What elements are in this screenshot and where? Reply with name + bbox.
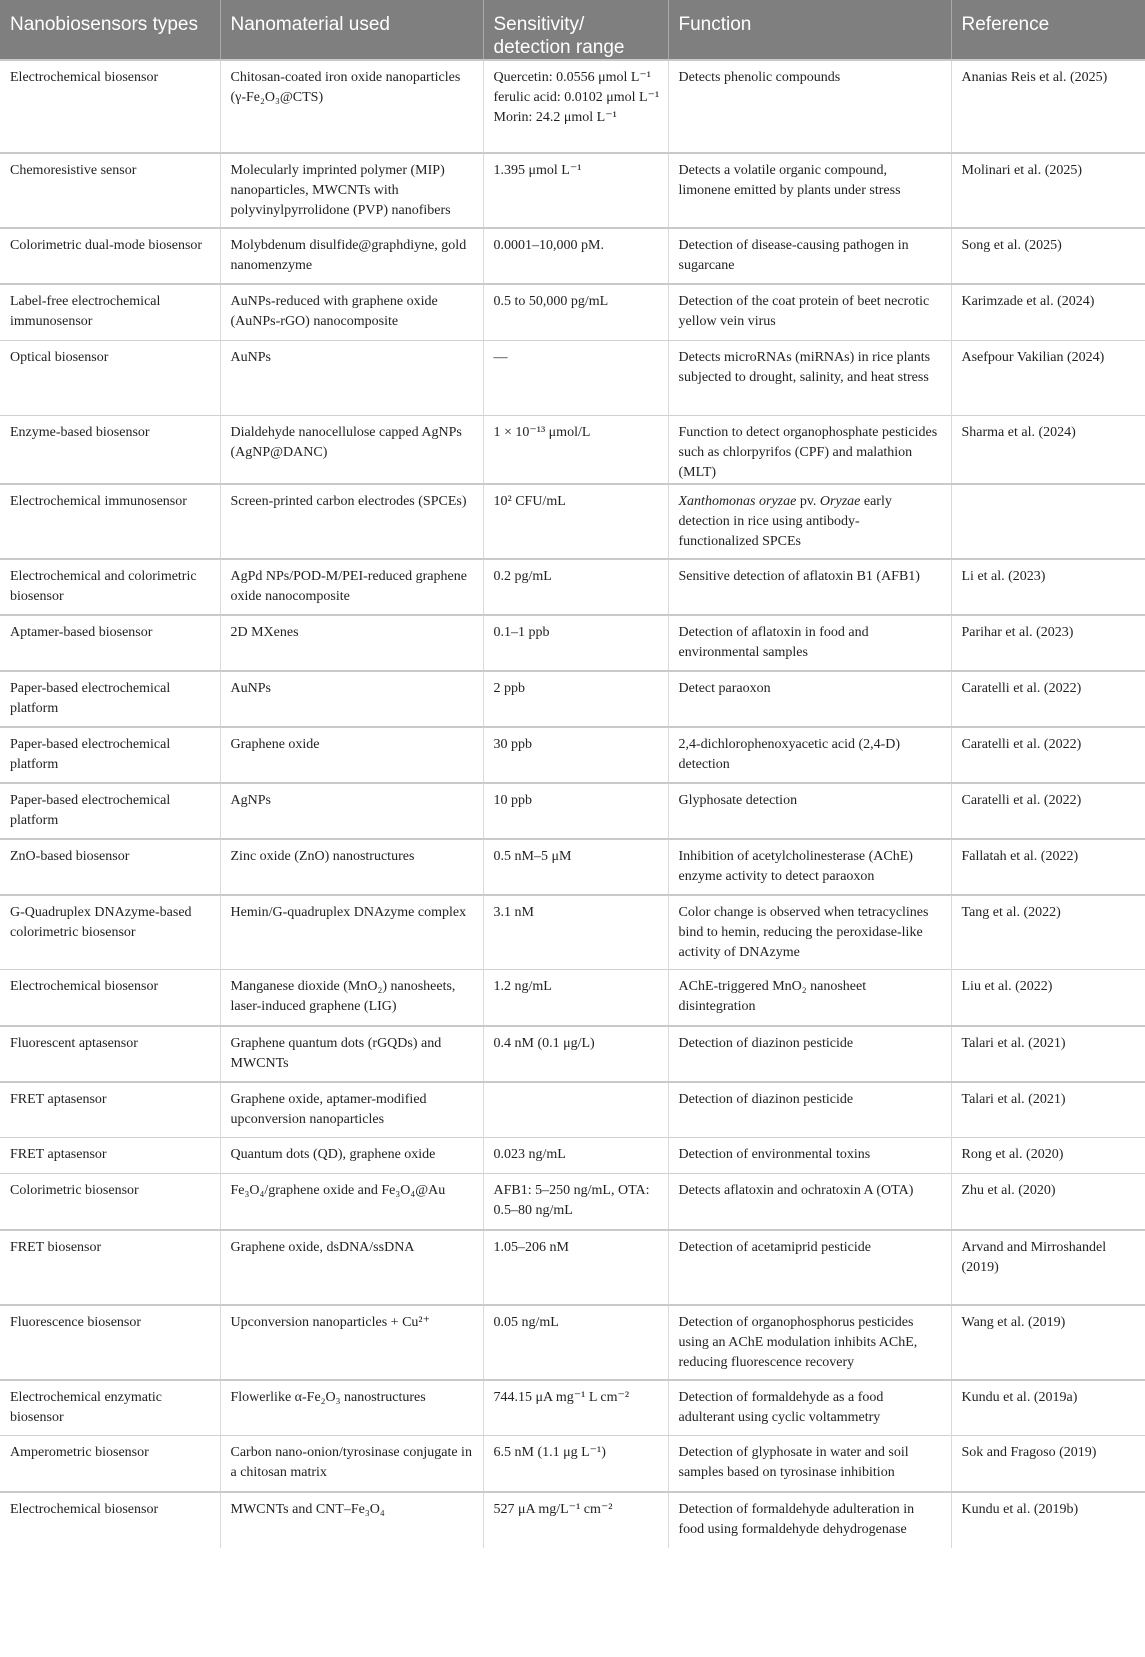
table-row xyxy=(0,1026,1145,1082)
cell-sensitivity: AFB1: 5–250 ng/mL, OTA: 0.5–80 ng/mL xyxy=(483,1174,668,1230)
cell-material: Graphene oxide, aptamer-modified upconversion nanoparticles xyxy=(220,1082,483,1138)
table-row xyxy=(0,415,1145,484)
cell-reference: Ananias Reis et al. (2025) xyxy=(951,60,1145,153)
cell-type: Paper-based electrochemical platform xyxy=(0,671,220,727)
cell-reference: Li et al. (2023) xyxy=(951,559,1145,615)
cell-sensitivity: 1.2 ng/mL xyxy=(483,970,668,1026)
cell-type: Electrochemical enzymatic biosensor xyxy=(0,1380,220,1436)
table-row xyxy=(0,1305,1145,1380)
cell-function: Detection of organophosphorus pesticides using an AChE modulation inhibits AChE, reducing fluorescence recovery xyxy=(668,1305,951,1380)
cell-sensitivity: 10 ppb xyxy=(483,783,668,839)
cell-function: Sensitive detection of aflatoxin B1 (AFB1) xyxy=(668,559,951,615)
cell-material: Carbon nano-onion/tyrosinase conjugate in a chitosan matrix xyxy=(220,1436,483,1492)
cell-reference: Caratelli et al. (2022) xyxy=(951,671,1145,727)
table-row xyxy=(0,284,1145,340)
table-row xyxy=(0,727,1145,783)
cell-function: Function to detect organophosphate pesticides such as chlorpyrifos (CPF) and malathion (MLT) xyxy=(668,415,951,484)
cell-reference: Kundu et al. (2019b) xyxy=(951,1492,1145,1548)
cell-type: Paper-based electrochemical platform xyxy=(0,783,220,839)
cell-function: AChE-triggered MnO₂ nanosheet disintegration xyxy=(668,970,951,1026)
cell-material: Hemin/G-quadruplex DNAzyme complex xyxy=(220,895,483,970)
table-row xyxy=(0,1380,1145,1436)
table-row xyxy=(0,839,1145,895)
cell-sensitivity: 1.05–206 nM xyxy=(483,1230,668,1305)
cell-reference: Talari et al. (2021) xyxy=(951,1082,1145,1138)
cell-function: Glyphosate detection xyxy=(668,783,951,839)
cell-material: 2D MXenes xyxy=(220,615,483,671)
cell-material: Quantum dots (QD), graphene oxide xyxy=(220,1138,483,1174)
cell-material: Chitosan-coated iron oxide nanoparticles (γ-Fe₂O₃@CTS) xyxy=(220,60,483,153)
header-material: Nanomaterial used xyxy=(220,0,483,60)
cell-reference: Kundu et al. (2019a) xyxy=(951,1380,1145,1436)
cell-reference: Talari et al. (2021) xyxy=(951,1026,1145,1082)
table-row xyxy=(0,60,1145,153)
table-row xyxy=(0,783,1145,839)
cell-reference: Rong et al. (2020) xyxy=(951,1138,1145,1174)
cell-type: Electrochemical biosensor xyxy=(0,970,220,1026)
cell-material: AuNPs-reduced with graphene oxide (AuNPs-rGO) nanocomposite xyxy=(220,284,483,340)
cell-type: FRET aptasensor xyxy=(0,1082,220,1138)
cell-sensitivity: 0.023 ng/mL xyxy=(483,1138,668,1174)
cell-function: Detection of acetamiprid pesticide xyxy=(668,1230,951,1305)
cell-reference: Fallatah et al. (2022) xyxy=(951,839,1145,895)
cell-reference: Zhu et al. (2020) xyxy=(951,1174,1145,1230)
table-row xyxy=(0,895,1145,970)
species-name: Xanthomonas oryzae xyxy=(678,493,797,509)
cell-type: Colorimetric dual-mode biosensor xyxy=(0,228,220,284)
cell-material: Flowerlike α-Fe₂O₃ nanostructures xyxy=(220,1380,483,1436)
cell-material: AuNPs xyxy=(220,671,483,727)
cell-function: Detection of diazinon pesticide xyxy=(668,1082,951,1138)
function-text: early detection in rice using antibody-functionalized SPCEs xyxy=(678,493,892,549)
cell-reference: Sok and Fragoso (2019) xyxy=(951,1436,1145,1492)
pathovar-name: Oryzae xyxy=(819,493,861,509)
cell-material: Manganese dioxide (MnO₂) nanosheets, laser-induced graphene (LIG) xyxy=(220,970,483,1026)
cell-material: Graphene oxide xyxy=(220,727,483,783)
cell-sensitivity: 10² CFU/mL xyxy=(483,484,668,559)
cell-type: FRET biosensor xyxy=(0,1230,220,1305)
table-row xyxy=(0,559,1145,615)
cell-type: Aptamer-based biosensor xyxy=(0,615,220,671)
cell-sensitivity: 30 ppb xyxy=(483,727,668,783)
cell-function: Detects microRNAs (miRNAs) in rice plants subjected to drought, salinity, and heat stress xyxy=(668,340,951,415)
cell-material: Screen-printed carbon electrodes (SPCEs) xyxy=(220,484,483,559)
cell-material: Upconversion nanoparticles + Cu²⁺ xyxy=(220,1305,483,1380)
cell-sensitivity: 6.5 nM (1.1 μg L⁻¹) xyxy=(483,1436,668,1492)
cell-sensitivity: 0.5 to 50,000 pg/mL xyxy=(483,284,668,340)
cell-sensitivity: 0.05 ng/mL xyxy=(483,1305,668,1380)
cell-material: Graphene oxide, dsDNA/ssDNA xyxy=(220,1230,483,1305)
cell-material: AgPd NPs/POD-M/PEI-reduced graphene oxide nanocomposite xyxy=(220,559,483,615)
cell-type: Colorimetric biosensor xyxy=(0,1174,220,1230)
cell-type: Paper-based electrochemical platform xyxy=(0,727,220,783)
cell-function: Detection of diazinon pesticide xyxy=(668,1026,951,1082)
cell-material: Molybdenum disulfide@graphdiyne, gold nanomenzyme xyxy=(220,228,483,284)
cell-function xyxy=(668,484,951,559)
cell-type: FRET aptasensor xyxy=(0,1138,220,1174)
cell-reference: Asefpour Vakilian (2024) xyxy=(951,340,1145,415)
cell-sensitivity: 2 ppb xyxy=(483,671,668,727)
cell-function: Detection of formaldehyde as a food adulterant using cyclic voltammetry xyxy=(668,1380,951,1436)
table-row xyxy=(0,671,1145,727)
cell-reference: Molinari et al. (2025) xyxy=(951,153,1145,228)
table-row xyxy=(0,1492,1145,1548)
cell-reference xyxy=(951,484,1145,559)
header-row xyxy=(0,0,1145,60)
cell-type: Chemoresistive sensor xyxy=(0,153,220,228)
cell-material: Graphene quantum dots (rGQDs) and MWCNTs xyxy=(220,1026,483,1082)
cell-type: Label-free electrochemical immunosensor xyxy=(0,284,220,340)
cell-material: Zinc oxide (ZnO) nanostructures xyxy=(220,839,483,895)
pathovar-label: pv. xyxy=(796,493,820,509)
table-header xyxy=(0,0,1145,60)
cell-type: Enzyme-based biosensor xyxy=(0,415,220,484)
cell-type: Electrochemical immunosensor xyxy=(0,484,220,559)
header-type: Nanobiosensors types xyxy=(0,0,220,60)
cell-sensitivity: 1 × 10⁻¹³ μmol/L xyxy=(483,415,668,484)
cell-reference: Liu et al. (2022) xyxy=(951,970,1145,1026)
table-row xyxy=(0,1138,1145,1174)
cell-type: G-Quadruplex DNAzyme-based colorimetric biosensor xyxy=(0,895,220,970)
table-row xyxy=(0,1082,1145,1138)
cell-sensitivity: 0.5 nM–5 μM xyxy=(483,839,668,895)
table-body xyxy=(0,60,1145,1548)
cell-sensitivity: 527 μA mg/L⁻¹ cm⁻² xyxy=(483,1492,668,1548)
cell-type: Optical biosensor xyxy=(0,340,220,415)
cell-type: Electrochemical biosensor xyxy=(0,60,220,153)
cell-sensitivity: 0.1–1 ppb xyxy=(483,615,668,671)
cell-sensitivity: 0.2 pg/mL xyxy=(483,559,668,615)
cell-reference: Tang et al. (2022) xyxy=(951,895,1145,970)
cell-type: Electrochemical and colorimetric biosensor xyxy=(0,559,220,615)
table-row xyxy=(0,153,1145,228)
cell-material: Fe₃O₄/graphene oxide and Fe₃O₄@Au xyxy=(220,1174,483,1230)
cell-material: MWCNTs and CNT–Fe₃O₄ xyxy=(220,1492,483,1548)
table-row xyxy=(0,340,1145,415)
cell-sensitivity: 0.0001–10,000 pM. xyxy=(483,228,668,284)
cell-type: ZnO-based biosensor xyxy=(0,839,220,895)
cell-reference: Arvand and Mirroshandel (2019) xyxy=(951,1230,1145,1305)
cell-material: Molecularly imprinted polymer (MIP) nanoparticles, MWCNTs with polyvinylpyrrolidone (PVP) nanofibers xyxy=(220,153,483,228)
cell-function: Detection of aflatoxin in food and environmental samples xyxy=(668,615,951,671)
cell-reference: Caratelli et al. (2022) xyxy=(951,783,1145,839)
cell-reference: Wang et al. (2019) xyxy=(951,1305,1145,1380)
cell-function: Detection of the coat protein of beet necrotic yellow vein virus xyxy=(668,284,951,340)
table-row xyxy=(0,1174,1145,1230)
cell-sensitivity: 744.15 μA mg⁻¹ L cm⁻² xyxy=(483,1380,668,1436)
table-row xyxy=(0,970,1145,1026)
cell-sensitivity: 3.1 nM xyxy=(483,895,668,970)
cell-reference: Karimzade et al. (2024) xyxy=(951,284,1145,340)
cell-function: Detection of glyphosate in water and soil samples based on tyrosinase inhibition xyxy=(668,1436,951,1492)
table-row xyxy=(0,228,1145,284)
cell-function: Detects aflatoxin and ochratoxin A (OTA) xyxy=(668,1174,951,1230)
cell-sensitivity: 0.4 nM (0.1 μg/L) xyxy=(483,1026,668,1082)
cell-function: Detect paraoxon xyxy=(668,671,951,727)
table-row xyxy=(0,1230,1145,1305)
cell-type: Electrochemical biosensor xyxy=(0,1492,220,1548)
cell-function: Detection of formaldehyde adulteration in food using formaldehyde dehydrogenase xyxy=(668,1492,951,1548)
table-row xyxy=(0,484,1145,559)
cell-reference: Parihar et al. (2023) xyxy=(951,615,1145,671)
cell-function: Detects phenolic compounds xyxy=(668,60,951,153)
table-row xyxy=(0,1436,1145,1492)
cell-type: Fluorescent aptasensor xyxy=(0,1026,220,1082)
cell-function: Detects a volatile organic compound, limonene emitted by plants under stress xyxy=(668,153,951,228)
cell-reference: Sharma et al. (2024) xyxy=(951,415,1145,484)
cell-function: Detection of environmental toxins xyxy=(668,1138,951,1174)
cell-function: Inhibition of acetylcholinesterase (AChE) enzyme activity to detect paraoxon xyxy=(668,839,951,895)
cell-function: Detection of disease-causing pathogen in sugarcane xyxy=(668,228,951,284)
cell-reference: Song et al. (2025) xyxy=(951,228,1145,284)
cell-function: 2,4-dichlorophenoxyacetic acid (2,4-D) detection xyxy=(668,727,951,783)
cell-sensitivity xyxy=(483,1082,668,1138)
cell-material: AgNPs xyxy=(220,783,483,839)
cell-sensitivity: — xyxy=(483,340,668,415)
cell-reference: Caratelli et al. (2022) xyxy=(951,727,1145,783)
cell-sensitivity: 1.395 μmol L⁻¹ xyxy=(483,153,668,228)
cell-function: Color change is observed when tetracyclines bind to hemin, reducing the peroxidase-like activity of DNAzyme xyxy=(668,895,951,970)
header-reference: Reference xyxy=(951,0,1145,60)
cell-type: Amperometric biosensor xyxy=(0,1436,220,1492)
table-row xyxy=(0,615,1145,671)
cell-material: AuNPs xyxy=(220,340,483,415)
cell-type: Fluorescence biosensor xyxy=(0,1305,220,1380)
header-sensitivity: Sensitivity/ detection range xyxy=(483,0,668,60)
cell-sensitivity: Quercetin: 0.0556 μmol L⁻¹ ferulic acid: 0.0102 μmol L⁻¹ Morin: 24.2 μmol L⁻¹ xyxy=(483,60,668,153)
cell-material: Dialdehyde nanocellulose capped AgNPs (AgNP@DANC) xyxy=(220,415,483,484)
header-function: Function xyxy=(668,0,951,60)
